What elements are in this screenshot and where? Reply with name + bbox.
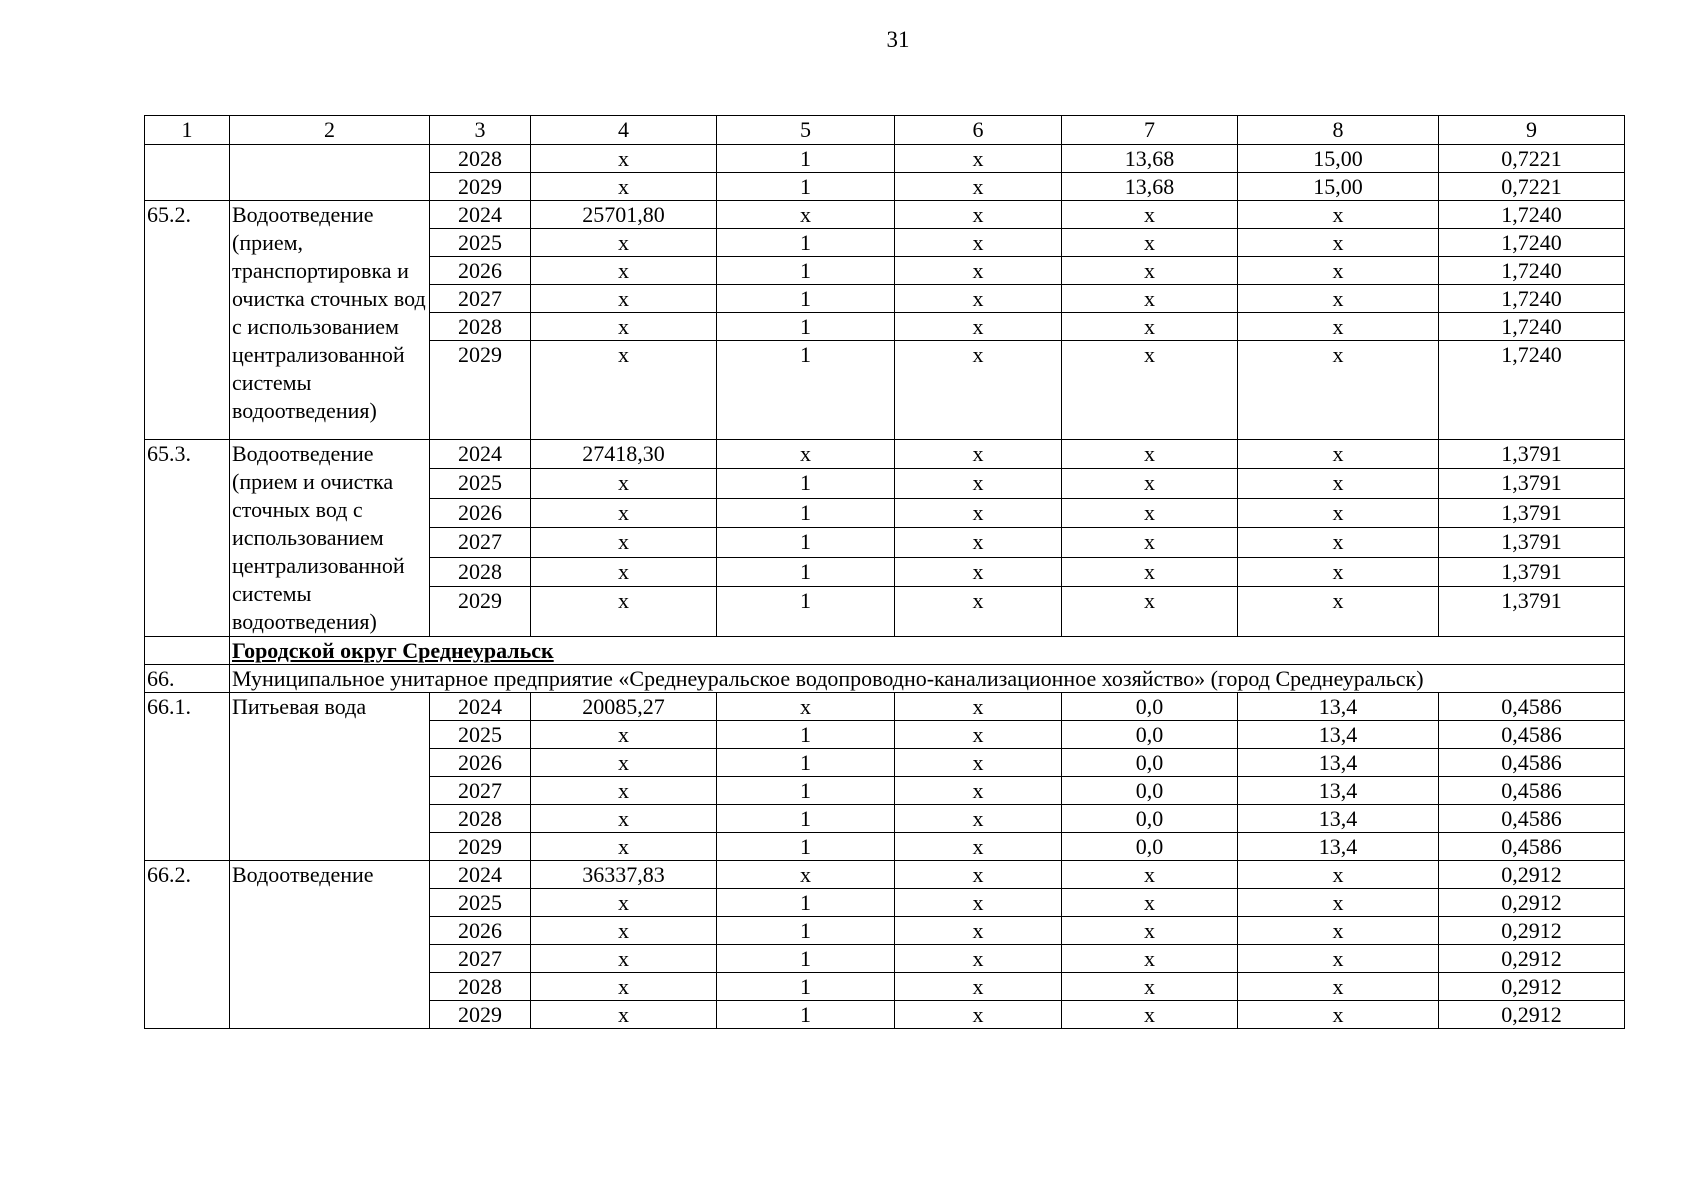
year-cell: 2029 — [430, 341, 531, 440]
value-cell: х — [717, 693, 895, 721]
column-number: 2 — [230, 116, 430, 145]
value-cell: х — [531, 833, 717, 861]
value-cell: х — [1062, 313, 1238, 341]
value-cell: х — [1238, 557, 1439, 586]
value-cell: 0,0 — [1062, 833, 1238, 861]
value-cell: х — [895, 257, 1062, 285]
year-cell: 2027 — [430, 945, 531, 973]
value-cell: х — [1238, 257, 1439, 285]
table-row — [145, 440, 1625, 469]
value-cell: х — [1062, 440, 1238, 469]
value-cell: х — [895, 1001, 1062, 1029]
value-cell: 1,3791 — [1439, 469, 1625, 498]
year-cell: 2029 — [430, 833, 531, 861]
table-body — [145, 116, 1625, 1029]
section-title: Городской округ Среднеуральск — [230, 637, 1625, 665]
page-number: 31 — [886, 27, 910, 52]
value-cell: 1 — [717, 285, 895, 313]
item-number-cell: 65.2. — [145, 201, 230, 440]
value-cell: х — [895, 498, 1062, 527]
year-cell: 2027 — [430, 285, 531, 313]
value-cell: х — [895, 805, 1062, 833]
year-cell: 2027 — [430, 777, 531, 805]
value-cell: 15,00 — [1238, 173, 1439, 201]
value-cell: 13,4 — [1238, 721, 1439, 749]
value-cell: 13,4 — [1238, 749, 1439, 777]
value-cell: х — [531, 285, 717, 313]
value-cell: х — [895, 528, 1062, 557]
column-number: 1 — [145, 116, 230, 145]
column-number: 5 — [717, 116, 895, 145]
year-cell: 2025 — [430, 229, 531, 257]
table-row — [145, 201, 1625, 229]
value-cell: х — [531, 173, 717, 201]
value-cell: х — [1062, 1001, 1238, 1029]
value-cell: 0,2912 — [1439, 973, 1625, 1001]
year-cell: 2028 — [430, 557, 531, 586]
value-cell: 1 — [717, 833, 895, 861]
value-cell: 0,2912 — [1439, 861, 1625, 889]
value-cell: х — [531, 145, 717, 173]
item-number-cell: 66.2. — [145, 861, 230, 1029]
value-cell: 0,4586 — [1439, 721, 1625, 749]
value-cell: х — [1238, 498, 1439, 527]
year-cell: 2024 — [430, 201, 531, 229]
column-number: 7 — [1062, 116, 1238, 145]
value-cell: 0,4586 — [1439, 833, 1625, 861]
year-cell: 2029 — [430, 587, 531, 637]
column-number: 3 — [430, 116, 531, 145]
value-cell: 1,3791 — [1439, 587, 1625, 637]
value-cell: 1 — [717, 557, 895, 586]
value-cell: 27418,30 — [531, 440, 717, 469]
column-number-row — [145, 116, 1625, 145]
value-cell: 1 — [717, 528, 895, 557]
value-cell: 0,2912 — [1439, 917, 1625, 945]
section-row — [145, 637, 1625, 665]
value-cell: х — [1062, 229, 1238, 257]
value-cell: 0,2912 — [1439, 1001, 1625, 1029]
item-name-cell: Водоотведение (прием и очистка сточных вод с использованием централизованной системы водоотведения) — [230, 440, 430, 637]
value-cell: 1,3791 — [1439, 557, 1625, 586]
year-cell: 2028 — [430, 313, 531, 341]
value-cell: 1 — [717, 341, 895, 440]
value-cell: х — [1062, 917, 1238, 945]
value-cell: х — [1062, 498, 1238, 527]
section-number-cell — [145, 637, 230, 665]
value-cell: 1 — [717, 145, 895, 173]
value-cell: 13,68 — [1062, 173, 1238, 201]
value-cell: х — [1062, 587, 1238, 637]
value-cell: х — [895, 201, 1062, 229]
year-cell: 2026 — [430, 498, 531, 527]
column-number: 6 — [895, 116, 1062, 145]
value-cell: х — [717, 201, 895, 229]
value-cell: х — [895, 889, 1062, 917]
value-cell: 1 — [717, 889, 895, 917]
value-cell: 1,7240 — [1439, 313, 1625, 341]
value-cell: х — [1062, 889, 1238, 917]
value-cell: 13,68 — [1062, 145, 1238, 173]
year-cell: 2029 — [430, 1001, 531, 1029]
value-cell: х — [895, 833, 1062, 861]
value-cell: 1 — [717, 313, 895, 341]
value-cell: х — [531, 557, 717, 586]
value-cell: х — [1238, 341, 1439, 440]
year-cell: 2025 — [430, 889, 531, 917]
tariff-table — [144, 115, 1625, 1029]
value-cell: х — [531, 945, 717, 973]
value-cell: 1 — [717, 749, 895, 777]
value-cell: х — [531, 528, 717, 557]
value-cell: 1 — [717, 587, 895, 637]
value-cell: х — [1238, 229, 1439, 257]
value-cell: 0,4586 — [1439, 805, 1625, 833]
year-cell: 2027 — [430, 528, 531, 557]
value-cell: х — [895, 693, 1062, 721]
year-cell: 2024 — [430, 861, 531, 889]
value-cell: х — [531, 805, 717, 833]
value-cell: х — [1238, 1001, 1439, 1029]
value-cell: 1,3791 — [1439, 498, 1625, 527]
value-cell: х — [1062, 973, 1238, 1001]
value-cell: х — [1238, 973, 1439, 1001]
value-cell: х — [531, 777, 717, 805]
item-name-cell: Питьевая вода — [230, 693, 430, 861]
column-number: 4 — [531, 116, 717, 145]
value-cell: х — [1238, 861, 1439, 889]
value-cell: 0,2912 — [1439, 945, 1625, 973]
value-cell: 1 — [717, 257, 895, 285]
value-cell: х — [895, 587, 1062, 637]
year-cell: 2024 — [430, 440, 531, 469]
item-number-cell: 66. — [145, 665, 230, 693]
value-cell: х — [895, 313, 1062, 341]
column-number: 9 — [1439, 116, 1625, 145]
value-cell: х — [1238, 469, 1439, 498]
value-cell: х — [1238, 285, 1439, 313]
value-cell: х — [531, 313, 717, 341]
value-cell: х — [531, 469, 717, 498]
value-cell: 1 — [717, 777, 895, 805]
year-cell: 2025 — [430, 469, 531, 498]
value-cell: 1 — [717, 917, 895, 945]
value-cell: х — [895, 469, 1062, 498]
value-cell: 0,7221 — [1439, 145, 1625, 173]
value-cell: х — [895, 973, 1062, 1001]
value-cell: х — [895, 173, 1062, 201]
value-cell: х — [895, 145, 1062, 173]
year-cell: 2025 — [430, 721, 531, 749]
value-cell: х — [895, 440, 1062, 469]
value-cell: 1 — [717, 805, 895, 833]
value-cell: 1 — [717, 1001, 895, 1029]
value-cell: 0,2912 — [1439, 889, 1625, 917]
value-cell: 0,0 — [1062, 805, 1238, 833]
value-cell: х — [531, 229, 717, 257]
value-cell: х — [1062, 528, 1238, 557]
value-cell: х — [717, 440, 895, 469]
value-cell: 0,4586 — [1439, 693, 1625, 721]
value-cell: х — [895, 721, 1062, 749]
value-cell: х — [1238, 945, 1439, 973]
value-cell: 1,7240 — [1439, 341, 1625, 440]
year-cell: 2028 — [430, 805, 531, 833]
value-cell: 1,7240 — [1439, 201, 1625, 229]
value-cell: х — [1062, 257, 1238, 285]
value-cell: 1 — [717, 498, 895, 527]
column-number: 8 — [1238, 116, 1439, 145]
year-cell: 2028 — [430, 145, 531, 173]
year-cell: 2026 — [430, 257, 531, 285]
value-cell: х — [1062, 201, 1238, 229]
value-cell: 0,7221 — [1439, 173, 1625, 201]
year-cell: 2028 — [430, 973, 531, 1001]
value-cell: 1,7240 — [1439, 257, 1625, 285]
value-cell: х — [1238, 917, 1439, 945]
value-cell: 25701,80 — [531, 201, 717, 229]
year-cell: 2026 — [430, 749, 531, 777]
organization-row — [145, 665, 1625, 693]
value-cell: х — [895, 557, 1062, 586]
value-cell: х — [1062, 341, 1238, 440]
value-cell: х — [531, 917, 717, 945]
value-cell: 1 — [717, 721, 895, 749]
value-cell: 1 — [717, 173, 895, 201]
value-cell: х — [1238, 528, 1439, 557]
value-cell: х — [895, 945, 1062, 973]
value-cell: х — [895, 861, 1062, 889]
value-cell: х — [531, 587, 717, 637]
item-name-cell: Водоотведение (прием, транспортировка и очистка сточных вод с использованием централизованной системы водоотведения) — [230, 201, 430, 440]
value-cell: х — [531, 749, 717, 777]
value-cell: 20085,27 — [531, 693, 717, 721]
value-cell: х — [1062, 469, 1238, 498]
value-cell: 0,4586 — [1439, 777, 1625, 805]
value-cell: 0,0 — [1062, 749, 1238, 777]
value-cell: 0,0 — [1062, 693, 1238, 721]
organization-name: Муниципальное унитарное предприятие «Среднеуральское водопроводно-канализационное хозяйство» (город Среднеуральск) — [230, 665, 1625, 693]
value-cell: 1 — [717, 973, 895, 1001]
value-cell: 0,4586 — [1439, 749, 1625, 777]
value-cell: 13,4 — [1238, 833, 1439, 861]
value-cell: х — [1238, 889, 1439, 917]
year-cell: 2024 — [430, 693, 531, 721]
value-cell: 1 — [717, 229, 895, 257]
table-row — [145, 861, 1625, 889]
value-cell: х — [1238, 440, 1439, 469]
value-cell: х — [895, 285, 1062, 313]
value-cell: х — [1062, 285, 1238, 313]
value-cell: 15,00 — [1238, 145, 1439, 173]
value-cell: х — [1238, 313, 1439, 341]
value-cell: х — [1062, 945, 1238, 973]
value-cell: 1,7240 — [1439, 285, 1625, 313]
value-cell: 1,3791 — [1439, 440, 1625, 469]
value-cell: х — [717, 861, 895, 889]
value-cell: х — [895, 749, 1062, 777]
value-cell: х — [531, 973, 717, 1001]
value-cell: 0,0 — [1062, 721, 1238, 749]
value-cell: 13,4 — [1238, 693, 1439, 721]
value-cell: х — [1062, 557, 1238, 586]
item-name-cell — [230, 145, 430, 201]
value-cell: х — [895, 917, 1062, 945]
value-cell: х — [531, 721, 717, 749]
value-cell: х — [531, 257, 717, 285]
item-number-cell: 66.1. — [145, 693, 230, 861]
item-number-cell — [145, 145, 230, 201]
value-cell: х — [531, 889, 717, 917]
value-cell: х — [895, 341, 1062, 440]
value-cell: х — [1238, 201, 1439, 229]
item-number-cell: 65.3. — [145, 440, 230, 637]
year-cell: 2029 — [430, 173, 531, 201]
value-cell: х — [531, 498, 717, 527]
value-cell: 0,0 — [1062, 777, 1238, 805]
value-cell: 13,4 — [1238, 805, 1439, 833]
value-cell: 36337,83 — [531, 861, 717, 889]
value-cell: 1,7240 — [1439, 229, 1625, 257]
table-row — [145, 145, 1625, 173]
value-cell: х — [1238, 587, 1439, 637]
item-name-cell: Водоотведение — [230, 861, 430, 1029]
value-cell: х — [895, 229, 1062, 257]
value-cell: х — [531, 341, 717, 440]
value-cell: 1 — [717, 945, 895, 973]
value-cell: х — [895, 777, 1062, 805]
value-cell: 13,4 — [1238, 777, 1439, 805]
table-row — [145, 693, 1625, 721]
value-cell: 1 — [717, 469, 895, 498]
value-cell: 1,3791 — [1439, 528, 1625, 557]
year-cell: 2026 — [430, 917, 531, 945]
value-cell: х — [1062, 861, 1238, 889]
value-cell: х — [531, 1001, 717, 1029]
